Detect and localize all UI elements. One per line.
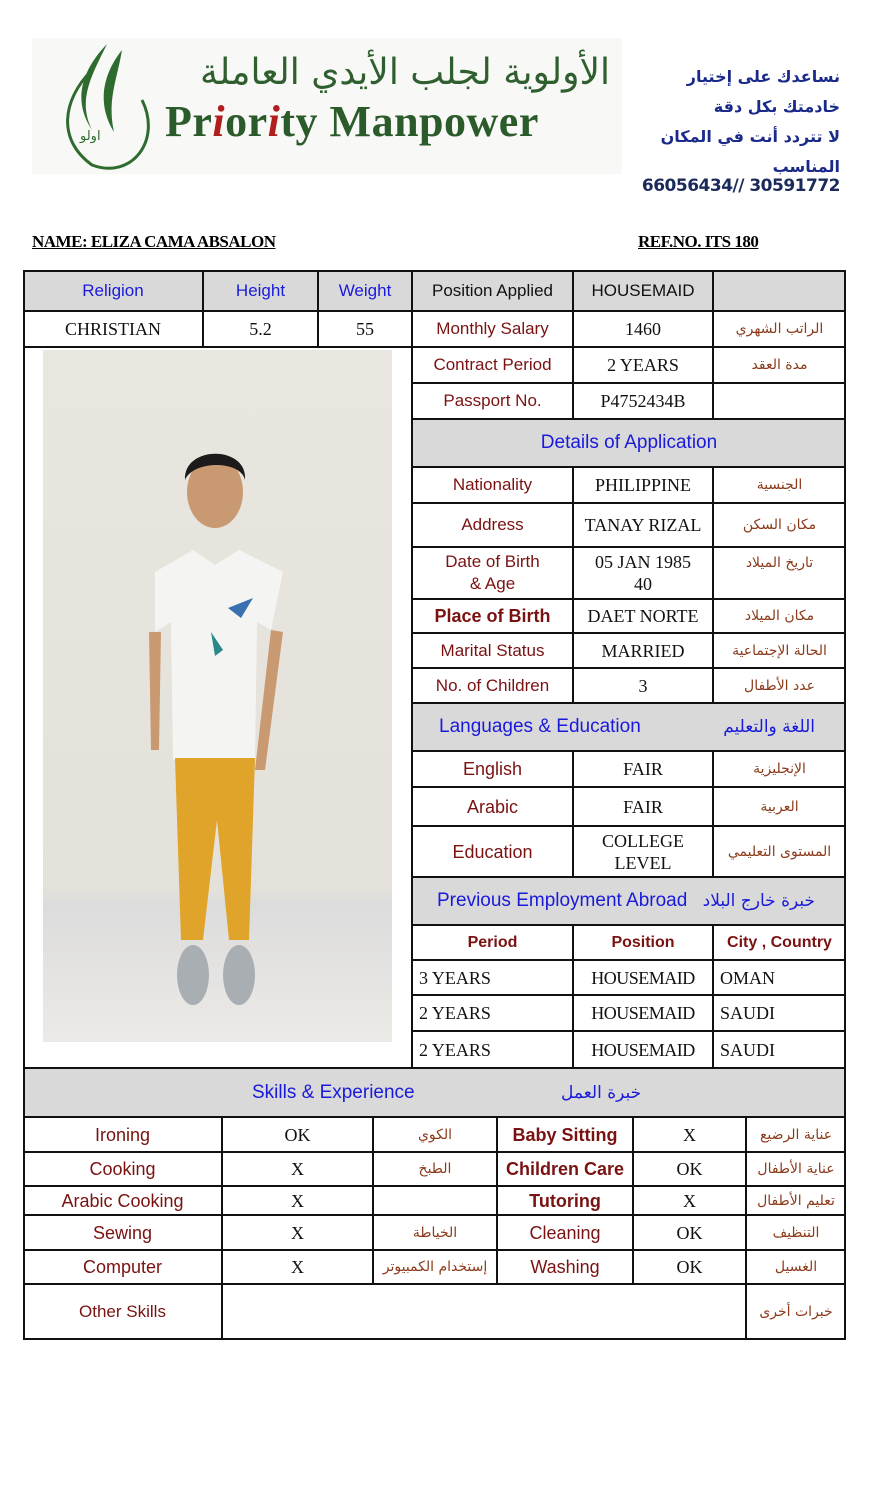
reference-number: REF.NO. ITS 180 — [638, 232, 759, 251]
skill-cell: عناية الأطفال — [746, 1152, 846, 1186]
logo-arabic-text: الأولوية لجلب الأيدي العاملة — [199, 52, 610, 93]
employment-column-header: Period — [412, 925, 573, 960]
detail-label: Address — [412, 503, 573, 547]
row-label: Passport No. — [412, 383, 573, 419]
employment-cell: OMAN — [713, 960, 846, 995]
employment-title-arabic: خبرة خارج البلاد — [702, 891, 815, 911]
skill-cell: OK — [633, 1215, 746, 1250]
language-arabic-label: الإنجليزية — [713, 751, 846, 787]
weight-header: Weight — [318, 270, 412, 311]
detail-label: Place of Birth — [412, 599, 573, 633]
employment-cell: HOUSEMAID — [573, 960, 713, 995]
tagline-line-1: نساعدك على إختيار خادمتك بكل دقة — [686, 67, 840, 116]
skill-cell: Children Care — [497, 1152, 633, 1186]
detail-arabic-label: مكان السكن — [713, 503, 846, 547]
row-value: 1460 — [573, 311, 713, 347]
skill-cell: X — [222, 1152, 373, 1186]
languages-title-arabic: اللغة والتعليم — [723, 717, 815, 737]
height-value: 5.2 — [203, 311, 318, 347]
language-label: English — [412, 751, 573, 787]
skill-cell: الطبخ — [373, 1152, 497, 1186]
skills-title: Skills & Experience — [252, 1081, 415, 1103]
skill-cell: إستخدام الكمبيوتر — [373, 1250, 497, 1284]
employment-cell: SAUDI — [713, 1031, 846, 1068]
svg-text:اولو: اولو — [80, 129, 101, 144]
detail-arabic-label: عدد الأطفال — [713, 668, 846, 703]
tagline — [630, 62, 840, 182]
tagline-line-2: لا تتردد أنت في المكان المناسب — [660, 127, 840, 176]
detail-label: Marital Status — [412, 633, 573, 668]
phone-numbers: 66056434// 30591772 — [641, 176, 840, 196]
language-value: FAIR — [573, 751, 713, 787]
row-value: P4752434B — [573, 383, 713, 419]
skill-cell: Washing — [497, 1250, 633, 1284]
languages-title: Languages & Education — [439, 716, 641, 737]
employment-cell: 3 YEARS — [412, 960, 573, 995]
skill-cell: الغسيل — [746, 1250, 846, 1284]
detail-arabic-label: تاريخ الميلاد — [713, 547, 846, 599]
skill-cell: الكوي — [373, 1117, 497, 1152]
skill-cell: Cleaning — [497, 1215, 633, 1250]
employment-cell: HOUSEMAID — [573, 1031, 713, 1068]
language-value: COLLEGE LEVEL — [573, 826, 713, 877]
detail-value: 05 JAN 1985 40 — [573, 547, 713, 599]
skill-cell: X — [633, 1117, 746, 1152]
skill-cell: Tutoring — [497, 1186, 633, 1215]
detail-value: MARRIED — [573, 633, 713, 668]
language-label: Arabic — [412, 787, 573, 826]
skill-cell: Sewing — [23, 1215, 222, 1250]
skill-cell: OK — [633, 1152, 746, 1186]
skill-cell: OK — [222, 1117, 373, 1152]
detail-label: Date of Birth & Age — [412, 547, 573, 599]
employment-column-header: Position — [573, 925, 713, 960]
detail-label: Nationality — [412, 467, 573, 503]
logo-english-text: Priority Manpower — [165, 97, 539, 146]
employment-cell: SAUDI — [713, 995, 846, 1031]
details-section-header: Details of Application — [412, 419, 846, 467]
other-skills-arabic-label: خبرات أخرى — [746, 1284, 846, 1340]
employment-cell: HOUSEMAID — [573, 995, 713, 1031]
skill-cell: X — [222, 1186, 373, 1215]
candidate-name: NAME: ELIZA CAMA ABSALON — [32, 232, 276, 251]
detail-arabic-label: الحالة الإجتماعية — [713, 633, 846, 668]
position-applied-value: HOUSEMAID — [573, 270, 713, 311]
skill-cell: Arabic Cooking — [23, 1186, 222, 1215]
skill-cell: Computer — [23, 1250, 222, 1284]
row-label: Monthly Salary — [412, 311, 573, 347]
detail-value: TANAY RIZAL — [573, 503, 713, 547]
employment-title: Previous Employment Abroad — [437, 890, 688, 911]
religion-value: CHRISTIAN — [23, 311, 203, 347]
detail-value: 3 — [573, 668, 713, 703]
language-arabic-label: العربية — [713, 787, 846, 826]
skill-cell: التنظيف — [746, 1215, 846, 1250]
detail-arabic-label: مكان الميلاد — [713, 599, 846, 633]
skill-cell: Cooking — [23, 1152, 222, 1186]
employment-column-header: City , Country — [713, 925, 846, 960]
employment-cell: 2 YEARS — [412, 995, 573, 1031]
skill-cell: Ironing — [23, 1117, 222, 1152]
skill-cell: X — [222, 1250, 373, 1284]
row-value: 2 YEARS — [573, 347, 713, 383]
detail-value: DAET NORTE — [573, 599, 713, 633]
skill-cell: Baby Sitting — [497, 1117, 633, 1152]
language-arabic-label: المستوى التعليمي — [713, 826, 846, 877]
height-header: Height — [203, 270, 318, 311]
skills-title-arabic: خبرة العمل — [561, 1082, 642, 1103]
religion-header: Religion — [23, 270, 203, 311]
row-arabic-label: الراتب الشهري — [713, 311, 846, 347]
table-outer-border — [23, 270, 846, 1340]
skill-cell: OK — [633, 1250, 746, 1284]
other-skills-label: Other Skills — [23, 1284, 222, 1340]
detail-arabic-label: الجنسية — [713, 467, 846, 503]
weight-value: 55 — [318, 311, 412, 347]
position-applied-label: Position Applied — [412, 270, 573, 311]
language-value: FAIR — [573, 787, 713, 826]
employment-cell: 2 YEARS — [412, 1031, 573, 1068]
detail-label: No. of Children — [412, 668, 573, 703]
logo-emblem-icon — [52, 40, 162, 172]
skill-cell: الخياطة — [373, 1215, 497, 1250]
skill-cell: X — [222, 1215, 373, 1250]
language-label: Education — [412, 826, 573, 877]
detail-value: PHILIPPINE — [573, 467, 713, 503]
row-arabic-label: مدة العقد — [713, 347, 846, 383]
row-label: Contract Period — [412, 347, 573, 383]
skill-cell: X — [633, 1186, 746, 1215]
skill-cell: عناية الرضيع — [746, 1117, 846, 1152]
skill-cell: تعليم الأطفال — [746, 1186, 846, 1215]
